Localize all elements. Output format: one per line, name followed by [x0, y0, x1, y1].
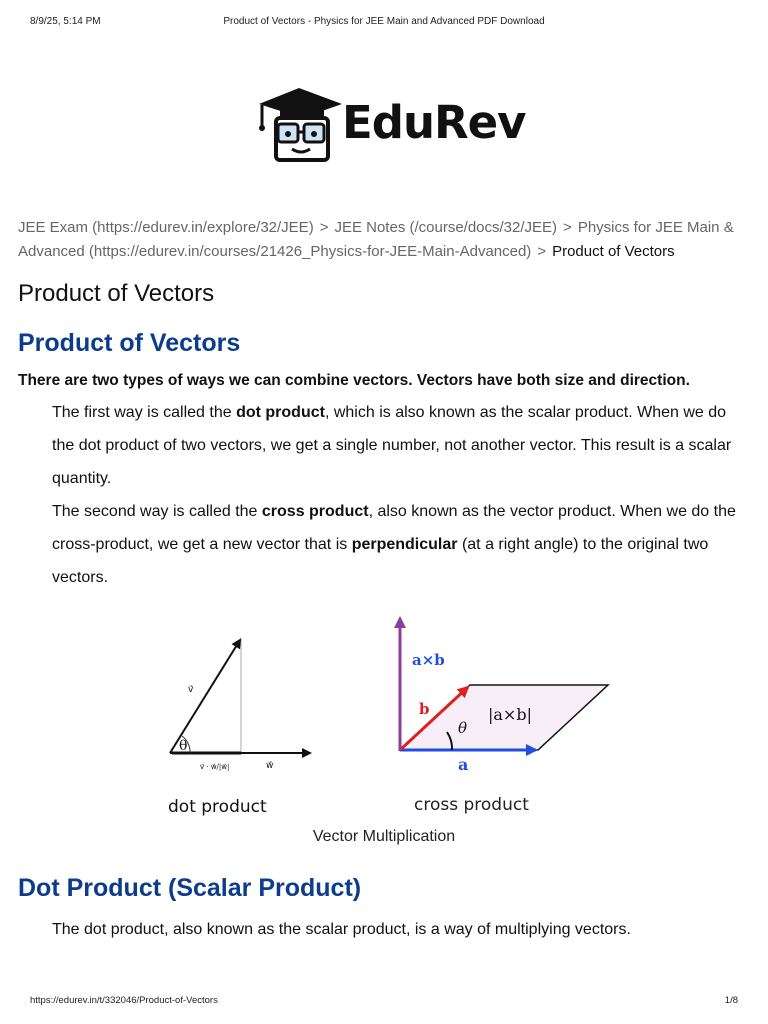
paragraph-dot-product — [52, 396, 752, 495]
figure-caption: Vector Multiplication — [312, 828, 456, 845]
paragraph-text: , which is also known as the scalar product. When we do the dot product of two vectors, we get a single number, not another vector. This result is a scalar quantity. — [52, 404, 732, 487]
paragraph-text: The second way is called the — [52, 503, 262, 520]
breadcrumb-current: Product of Vectors — [552, 243, 675, 260]
breadcrumb-item-jee-notes[interactable]: JEE Notes (/course/docs/32/JEE) — [334, 219, 558, 236]
bold-term-cross-product: cross product — [261, 503, 369, 520]
breadcrumb — [18, 216, 748, 264]
graduation-cap-mascot-icon — [254, 82, 354, 182]
cross-label-b: b — [419, 700, 430, 718]
lead-text: There are two types of ways we can combine vectors. Vectors have both size and direction. — [18, 372, 690, 389]
dot-product-caption: dot product — [168, 797, 267, 817]
cross-label-axb: a×b — [412, 651, 445, 669]
cross-label-magnitude: |a×b| — [488, 705, 532, 724]
page-title: Product of Vectors — [18, 280, 215, 307]
dot-label-w: w⃗ — [266, 761, 274, 771]
breadcrumb-separator: > — [319, 219, 329, 236]
paragraph-dot-product-intro: The dot product, also known as the scalar product, is a way of multiplying vectors. — [52, 921, 631, 938]
cross-product-caption: cross product — [414, 795, 529, 815]
print-footer-url[interactable]: https://edurev.in/t/332046/Product-of-Vectors — [30, 995, 218, 1006]
paragraph-text: (at a right angle) to the original two vectors. — [52, 536, 709, 586]
print-header — [30, 16, 738, 30]
print-document-title: Product of Vectors - Physics for JEE Main and Advanced PDF Download — [223, 16, 545, 27]
dot-label-theta: θ — [179, 738, 188, 754]
paragraph-cross-product — [52, 495, 752, 594]
cross-label-a: a — [458, 755, 469, 774]
logo-text: EduRev — [342, 96, 526, 149]
page-number: 1/8 — [724, 995, 738, 1006]
print-footer — [30, 995, 738, 1006]
section-heading-dot-product: Dot Product (Scalar Product) — [18, 874, 362, 902]
dot-label-v: v⃗ — [188, 685, 194, 695]
bold-term-perpendicular: perpendicular — [351, 536, 458, 553]
section-heading-product-of-vectors: Product of Vectors — [18, 329, 241, 357]
vector-multiplication-figure — [160, 610, 620, 825]
cross-product-diagram — [400, 618, 608, 774]
breadcrumb-separator: > — [537, 243, 547, 260]
dot-label-projection: v⃗ · w⃗/|w⃗| — [200, 763, 230, 771]
paragraph-text: The first way is called the — [52, 404, 237, 421]
edurev-logo[interactable] — [240, 72, 532, 172]
print-datetime: 8/9/25, 5:14 PM — [30, 16, 101, 27]
cross-label-theta: θ — [458, 719, 468, 737]
paragraph-text: , also known as the vector product. When we do the cross-product, we get a new vector that is — [52, 503, 736, 553]
breadcrumb-separator: > — [563, 219, 572, 236]
breadcrumb-item-physics-course[interactable]: Physics for JEE Main & Advanced (https://edurev.in/courses/21426_Physics-for-JEE-Main-Advanced) — [18, 219, 734, 260]
bold-term-dot-product: dot product — [236, 404, 325, 421]
dot-product-diagram — [170, 638, 310, 771]
breadcrumb-item-jee-exam[interactable]: JEE Exam (https://edurev.in/explore/32/JEE) — [18, 219, 314, 236]
